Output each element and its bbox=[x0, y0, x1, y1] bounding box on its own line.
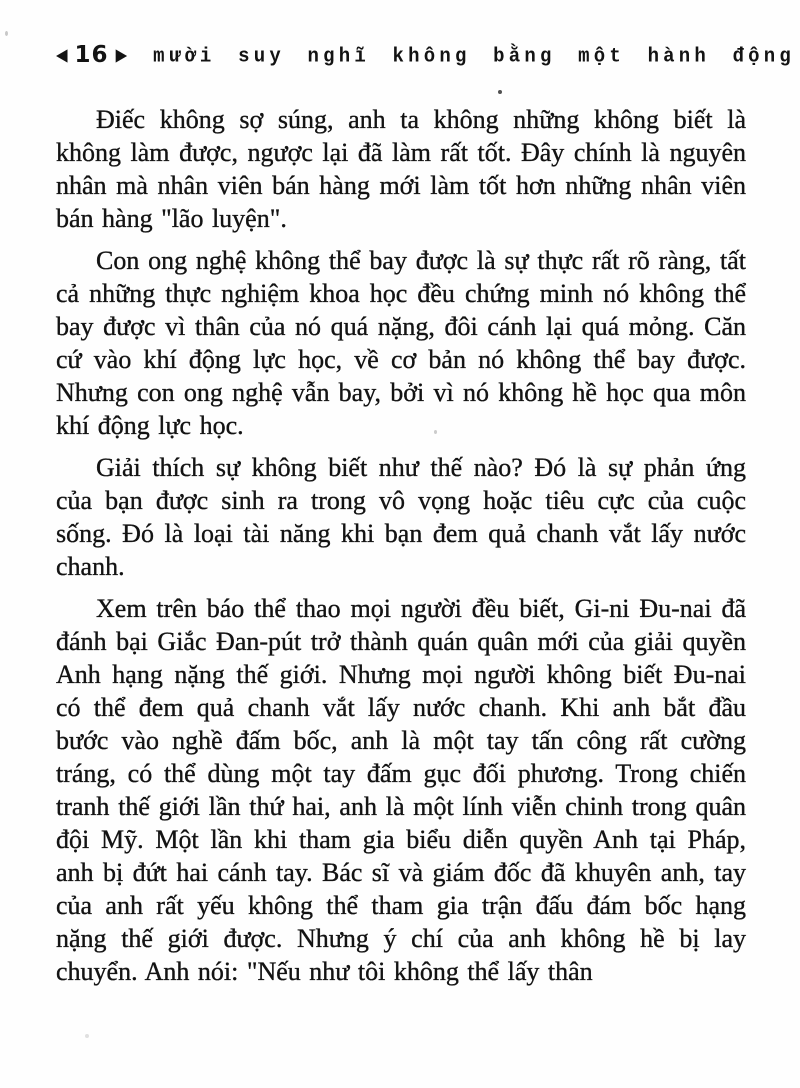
running-title: mười suy nghĩ không bằng một hành động bbox=[153, 43, 795, 68]
scan-speck bbox=[498, 90, 502, 94]
running-header bbox=[56, 42, 795, 68]
left-triangle-icon: ◀ bbox=[56, 44, 68, 66]
body-text bbox=[56, 103, 746, 997]
page-marker bbox=[56, 44, 127, 67]
scan-speck bbox=[5, 31, 8, 36]
paragraph-1: Điếc không sợ súng, anh ta không những không biết là không làm được, ngược lại đã làm rất tốt. Đây chính là nguyên nhân mà nhân viên bán hàng mới làm tốt hơn những nhân viên bán hàng "lão luyện". bbox=[56, 105, 746, 233]
scan-speck bbox=[85, 1034, 89, 1038]
paragraph-2: Con ong nghệ không thể bay được là sự thực rất rõ ràng, tất cả những thực nghiệm khoa học đều chứng minh nó không thể bay được vì thân của nó quá nặng, đôi cánh lại quá mỏng. Căn cứ vào khí động lực học, về cơ bản nó không thể bay được. Nhưng con ong nghệ vẫn bay, bởi vì nó không hề học qua môn khí động lực học. bbox=[56, 246, 746, 440]
paragraph-4: Xem trên báo thể thao mọi người đều biết, Gi-ni Đu-nai đã đánh bại Giắc Đan-pút trở thành quán quân mới của giải quyền Anh hạng nặng thế giới. Nhưng mọi người không biết Đu-nai có thể đem quả chanh vắt lấy nước chanh. Khi anh bắt đầu bước vào nghề đấm bốc, anh là một tay tấn công rất cường tráng, có thể dùng một tay đấm gục đối phương. Trong chiến tranh thế giới lần thứ hai, anh là một lính viễn chinh trong quân đội Mỹ. Một lần khi tham gia biểu diễn quyền Anh tại Pháp, anh bị đứt hai cánh tay. Bác sĩ và giám đốc đã khuyên anh, tay của anh rất yếu không thể tham gia trận đấu đám bốc hạng nặng thế giới được. Nhưng ý chí của anh không hề bị lay chuyển. Anh nói: "Nếu như tôi không thể lấy thân bbox=[56, 594, 746, 986]
right-triangle-icon: ▶ bbox=[115, 44, 128, 66]
paragraph-3: Giải thích sự không biết như thế nào? Đó là sự phản ứng của bạn được sinh ra trong vô vọng hoặc tiêu cực của cuộc sống. Đó là loại tài năng khi bạn đem quả chanh vắt lấy nước chanh. bbox=[56, 453, 746, 581]
page-number: 16 bbox=[74, 42, 109, 68]
